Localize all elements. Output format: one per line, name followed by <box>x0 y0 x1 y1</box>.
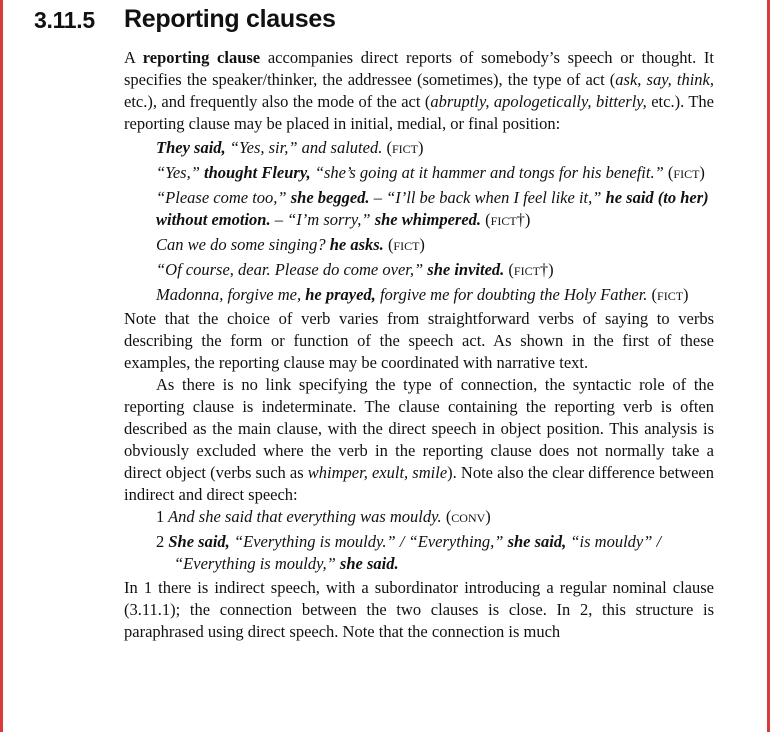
page-border-left <box>0 0 3 732</box>
example-number: 2 <box>156 532 165 551</box>
example-1: They said, “Yes, sir,” and saluted. (fict) <box>156 138 424 157</box>
example-5: “Of course, dear. Please do come over,” she invited. (fict†) <box>156 260 554 279</box>
intro-paragraph: A reporting clause accompanies direct reports of somebody’s speech or thought. It specifies the speaker/thinker, the addressee (sometimes), the type of act (ask, say, think, etc.), and frequently also the mode of the act (abruptly, apologetically, bitterly, etc.). The reporting clause may be placed in initial, medial, or final position: <box>124 48 714 133</box>
indirect-speech-paragraph: In 1 there is indirect speech, with a subordinator introducing a regular nominal clause (3.11.1); the connection between the two clauses is close. In 2, this structure is paraphrased using direct speech. Note that the connection is much <box>124 578 714 641</box>
example-2: “Yes,” thought Fleury, “she’s going at it hammer and tongs for his benefit.” (fict) <box>156 163 705 182</box>
example-number: 1 <box>156 507 165 526</box>
example-4: Can we do some singing? he asks. (fict) <box>156 235 425 254</box>
numbered-example-text: And she said that everything was mouldy. (conv) <box>168 507 491 526</box>
numbered-example-text: She said, “Everything is mouldy.” / “Everything,” she said, “is mouldy” / “Everything is mouldy,” she said. <box>168 532 662 573</box>
body-text <box>124 47 714 643</box>
section-number: 3.11.5 <box>34 7 95 33</box>
example-6: Madonna, forgive me, he prayed, forgive me for doubting the Holy Father. (fict) <box>156 285 689 304</box>
syntactic-role-paragraph: As there is no link specifying the type of connection, the syntactic role of the reporting clause is indeterminate. The clause containing the reporting verb is often described as the main clause, with the direct speech in object position. This analysis is obviously excluded where the verb in the reporting clause does not normally take a direct object (verbs such as whimper, exult, smile). Note also the clear difference between indirect and direct speech: <box>124 375 714 504</box>
section-title: Reporting clauses <box>124 5 336 33</box>
verb-choice-paragraph: Note that the choice of verb varies from straightforward verbs of saying to verbs describing the form or function of the speech act. As shown in the first of these examples, the reporting clause may be coordinated with narrative text. <box>124 309 714 372</box>
numbered-example-1 <box>124 506 714 528</box>
example-3: “Please come too,” she begged. – “I’ll be back when I feel like it,” he said (to her) without emotion. – “I’m sorry,” she whimpered. (fict†) <box>156 188 709 229</box>
numbered-example-2 <box>124 531 714 575</box>
page-border-right <box>767 0 770 732</box>
